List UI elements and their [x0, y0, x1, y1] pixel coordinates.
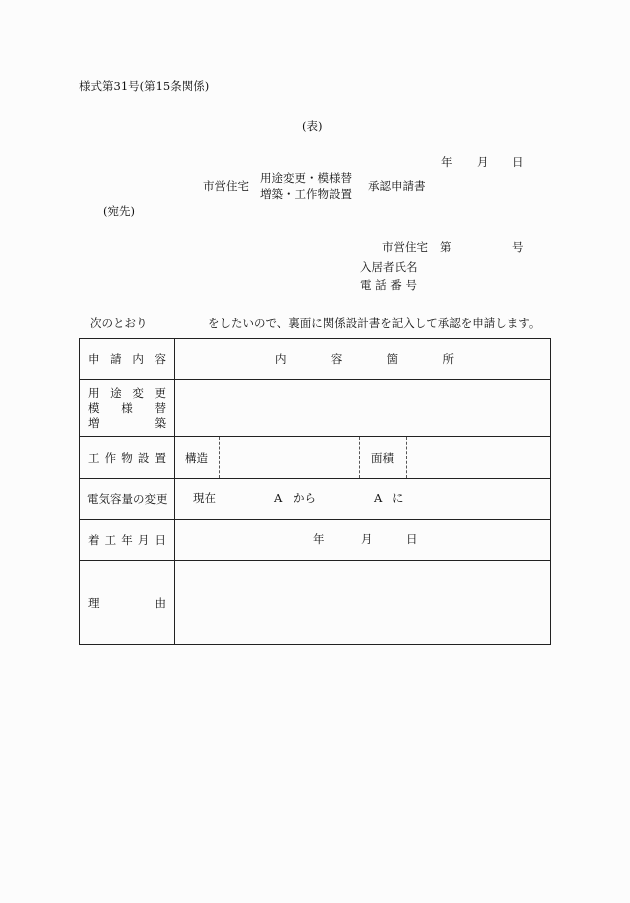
header-label-char: 内: [132, 352, 144, 366]
structure-label: 構造: [175, 437, 220, 478]
type-char: 途: [110, 385, 122, 400]
phone-label: 電 話 番 号: [360, 278, 417, 292]
reason-content-cell[interactable]: [175, 561, 551, 645]
header-content-char: 所: [442, 352, 454, 366]
start-month: 月: [361, 532, 373, 546]
header-label-char: 申: [88, 352, 100, 366]
structure-label-char: 工: [88, 450, 100, 465]
header-row: [80, 339, 551, 380]
title-prefix: 市営住宅: [203, 179, 249, 193]
reason-label-char: 理: [88, 595, 100, 610]
header-label-cell: [80, 339, 175, 380]
intro-rest: をしたいので、裏面に関係設計書を記入して承認を申請します。: [208, 316, 541, 330]
header-content-char: 内: [275, 352, 287, 366]
start-label-char: 工: [104, 533, 117, 547]
resident-name-label: 入居者氏名: [360, 260, 418, 274]
title-option-2: 増築・工作物設置: [260, 187, 352, 201]
area-value-field[interactable]: [407, 437, 550, 478]
area-label: 面積: [360, 437, 407, 478]
start-label-char: 月: [137, 533, 150, 547]
start-date-content-cell[interactable]: [175, 520, 551, 561]
reason-label-char: 由: [154, 595, 166, 610]
electric-label: 電気容量の変更: [87, 492, 168, 506]
type-char: 様: [121, 400, 133, 415]
start-label-char: 着: [88, 533, 100, 547]
type-char: 更: [154, 385, 166, 400]
electric-row: [80, 479, 551, 520]
omote-label: (表): [302, 119, 323, 133]
header-label-char: 容: [154, 352, 166, 366]
housing-gou: 号: [512, 240, 524, 254]
type-row: [80, 380, 551, 437]
start-day: 日: [406, 532, 418, 546]
header-label-char: 請: [110, 352, 122, 366]
electric-current: 現在: [193, 491, 216, 505]
housing-dai: 第: [440, 240, 452, 254]
electric-unit-a2: A: [374, 491, 383, 505]
structure-label-char: 作: [104, 450, 117, 465]
type-char: 模: [88, 400, 100, 415]
type-char: 変: [132, 385, 144, 400]
electric-kara: から: [293, 491, 316, 505]
application-table: [79, 338, 551, 645]
header-content-char: 箇: [386, 352, 399, 366]
type-char: 替: [154, 400, 166, 415]
structure-label-char: 物: [121, 450, 133, 465]
date-month: 月: [477, 155, 489, 169]
start-label-char: 日: [154, 533, 166, 547]
date-year: 年: [441, 155, 453, 169]
structure-row: [80, 437, 551, 479]
structure-label-char: 設: [137, 450, 150, 465]
reason-row: [80, 561, 551, 645]
reason-label-cell: [80, 561, 175, 645]
title-suffix: 承認申請書: [368, 179, 426, 193]
type-char: 用: [88, 385, 100, 400]
structure-label-char: 置: [154, 450, 166, 465]
electric-label-cell: [80, 479, 175, 520]
date-day: 日: [512, 155, 524, 169]
electric-unit-a: A: [274, 491, 283, 505]
electric-ni: に: [392, 491, 404, 505]
start-date-label-cell: [80, 520, 175, 561]
start-date-row: [80, 520, 551, 561]
intro-lead: 次のとおり: [90, 316, 148, 330]
form-number: 様式第31号(第15条関係): [79, 79, 210, 93]
housing-label: 市営住宅: [382, 240, 428, 254]
electric-content-cell: [175, 479, 551, 520]
title-option-1: 用途変更・模様替: [260, 171, 352, 185]
header-content-char: 容: [330, 352, 343, 366]
type-label-cell: [80, 380, 175, 437]
type-char: 増: [88, 415, 100, 430]
structure-label-cell: [80, 437, 175, 479]
structure-content-cell: [175, 437, 551, 479]
type-content-cell[interactable]: [175, 380, 551, 437]
start-year: 年: [313, 532, 325, 546]
addressee-label: (宛先): [103, 204, 135, 218]
structure-value-field[interactable]: [220, 437, 360, 478]
header-content-cell: [175, 339, 551, 380]
type-char: 築: [154, 415, 166, 430]
start-label-char: 年: [121, 533, 133, 547]
